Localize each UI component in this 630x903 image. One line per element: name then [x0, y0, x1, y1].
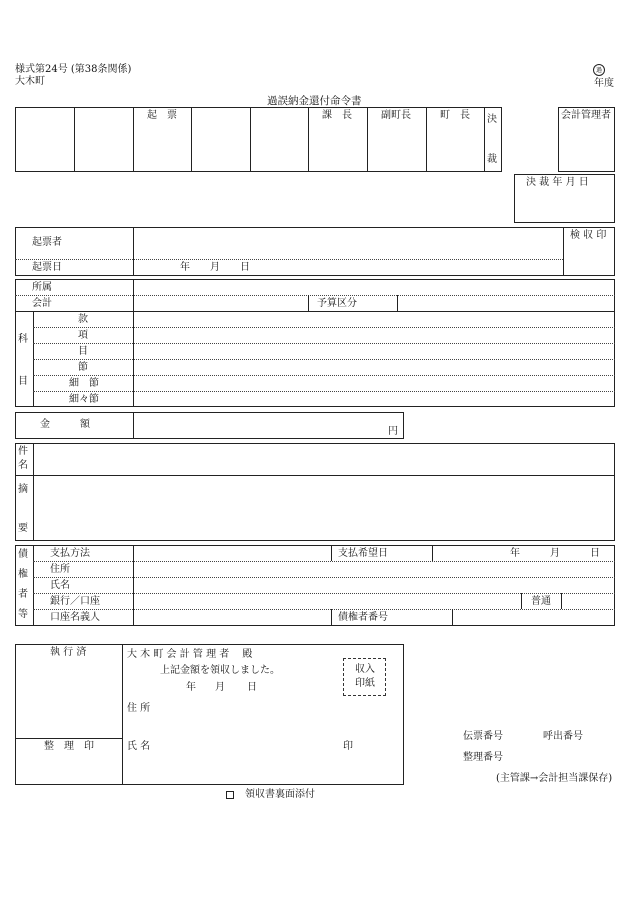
subject-row-moku: 目	[78, 346, 88, 357]
inspection-stamp-label: 検 収 印	[570, 230, 607, 241]
fiscal-year-label: 年度	[594, 78, 614, 89]
executed-label: 執 行 済	[50, 647, 87, 658]
call-number-label: 呼出番号	[543, 731, 583, 742]
approval-decision-char-2: 裁	[487, 154, 497, 165]
approval-decision-char-1: 決	[487, 114, 497, 125]
creditor-side-char-3: 者	[18, 589, 28, 600]
subject-char-1: 件	[18, 446, 28, 457]
approval-mayor-label: 町 長	[440, 110, 470, 121]
receipt-attached-checkbox[interactable]	[226, 791, 234, 799]
creditor-address-label: 住所	[50, 564, 70, 575]
subject-side-char-1: 科	[18, 334, 28, 345]
payment-date-day: 日	[590, 548, 600, 559]
payment-date-year: 年	[510, 548, 520, 559]
revenue-stamp-label-2: 印紙	[355, 678, 375, 689]
origin-date-year: 年	[180, 262, 190, 273]
approval-grid	[15, 107, 502, 172]
approval-section-chief-label: 課 長	[322, 110, 352, 121]
origin-date-day: 日	[240, 262, 250, 273]
creditor-side-char-2: 権	[18, 569, 28, 580]
amount-label: 金 額	[40, 419, 90, 430]
origin-date-month: 月	[210, 262, 220, 273]
circled-mark: 過	[593, 64, 605, 76]
originator-section	[15, 227, 615, 276]
reference-number-label: 整理番号	[463, 752, 503, 763]
receipt-date-day: 日	[247, 682, 257, 693]
payment-date-month: 月	[550, 548, 560, 559]
subject-row-kan: 款	[78, 314, 88, 325]
form-title: 過誤納金還付命令書	[267, 95, 362, 107]
originator-label: 起票者	[32, 237, 62, 248]
payment-method-label: 支払方法	[50, 548, 90, 559]
receipt-address-label: 住 所	[127, 703, 151, 714]
subject-row-kou: 項	[78, 330, 88, 341]
accounting-manager-label: 会計管理者	[561, 110, 611, 121]
receipt-attached-label: 領収書裏面添付	[245, 789, 315, 800]
town-name: 大木町	[15, 76, 45, 87]
creditor-side-char-1: 債	[18, 549, 28, 560]
origin-date-label: 起票日	[32, 262, 62, 273]
receipt-date-month: 月	[215, 682, 225, 693]
receipt-seal-label: 印	[343, 741, 353, 752]
creditor-name-label: 氏名	[50, 580, 70, 591]
creditor-number-label: 債権者番号	[338, 612, 388, 623]
subject-char-2: 名	[18, 460, 28, 471]
receipt-addressee: 大 木 町 会 計 管 理 者 殿	[127, 649, 253, 660]
amount-unit: 円	[388, 426, 398, 437]
approval-deputy-mayor-label: 副町長	[381, 110, 411, 121]
ordinary-account-label: 普通	[531, 596, 551, 607]
creditor-section	[15, 545, 615, 626]
summary-char-1: 摘	[18, 484, 28, 495]
storage-note: (主管課→会計担当課保存)	[496, 773, 613, 784]
account-label: 会計	[32, 298, 52, 309]
receipt-statement: 上記金額を領収しました。	[160, 665, 280, 676]
slip-number-label: 伝票番号	[463, 731, 503, 742]
summary-char-2: 要	[18, 523, 28, 534]
budget-category-label: 予算区分	[317, 298, 357, 309]
form-number: 様式第24号 (第38条関係)	[15, 64, 132, 75]
account-holder-label: 口座名義人	[50, 612, 100, 623]
receipt-date-year: 年	[186, 682, 196, 693]
creditor-side-char-4: 等	[18, 609, 28, 620]
subject-summary-section	[15, 443, 615, 541]
approval-originator-label: 起 票	[147, 110, 177, 121]
subject-row-saisaisetsu: 細々節	[69, 394, 99, 405]
subject-row-setsu: 節	[78, 362, 88, 373]
decision-date-label: 決 裁 年 月 日	[526, 177, 589, 188]
department-label: 所属	[32, 282, 52, 293]
receipt-name-label: 氏 名	[127, 741, 151, 752]
preferred-payment-date-label: 支払希望日	[338, 548, 388, 559]
subject-side-char-2: 目	[18, 376, 28, 387]
subject-row-saisetsu: 細 節	[69, 378, 99, 389]
revenue-stamp-label-1: 収入	[355, 664, 375, 675]
processing-stamp-label: 整 理 印	[44, 741, 94, 752]
bank-account-label: 銀行／口座	[50, 596, 100, 607]
